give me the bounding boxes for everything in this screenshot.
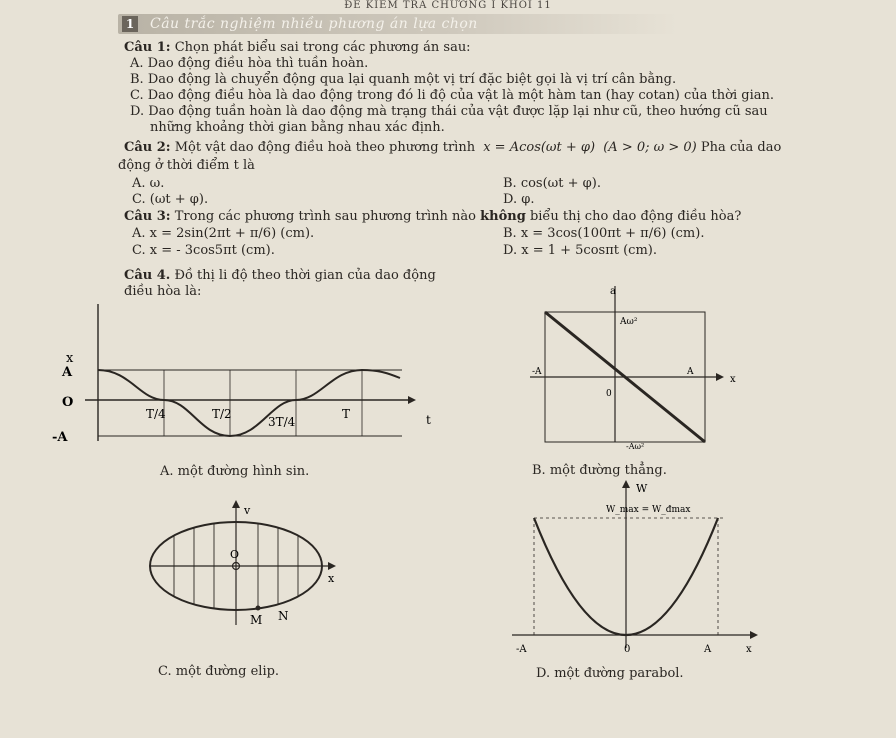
graph-c-ellipse xyxy=(140,500,360,630)
graph-b-arrow-icon xyxy=(716,373,724,381)
question-2-stem-line2: động ở thời điểm t là xyxy=(118,158,255,173)
question-2-conditions: (A > 0; ω > 0) xyxy=(603,140,697,155)
question-3-option-b[interactable]: B. x = 3cos(100πt + π/6) (cm). xyxy=(503,226,705,241)
graph-b-bottom-label: -Aω² xyxy=(626,442,645,451)
question-2-option-b[interactable]: B. cos(ωt + φ). xyxy=(503,176,601,191)
graph-b-y-label: a xyxy=(610,286,616,297)
question-1-option-b[interactable]: B. Dao động là chuyển động qua lại quanh một vị trí đặc biệt gọi là vị trí cân bằng. xyxy=(130,72,677,87)
graph-b-left-label: -A xyxy=(532,367,542,377)
question-3-option-c[interactable]: C. x = - 3cos5πt (cm). xyxy=(132,243,275,258)
graph-c-point-n: N xyxy=(278,609,289,623)
graph-d-right-label: A xyxy=(704,644,712,655)
question-1-option-c[interactable]: C. Dao động điều hòa là dao động trong đó li độ của vật là một hàm tan (hay cotan) của thời gian. xyxy=(130,88,774,103)
graph-a-curve xyxy=(98,370,400,436)
question-4-option-b[interactable]: B. một đường thẳng. xyxy=(532,463,667,478)
question-2-equation: x = Acos(ωt + φ) xyxy=(483,140,596,155)
question-1-option-d-continued: những khoảng thời gian bằng nhau xác định. xyxy=(150,120,445,135)
graph-a-tick-t4: T/4 xyxy=(146,407,166,421)
graph-b-line xyxy=(520,282,760,452)
exam-title: ĐỀ KIỂM TRA CHƯƠNG I KHỐI 11 xyxy=(344,0,552,11)
question-1-option-a[interactable]: A. Dao động điều hòa thì tuần hoàn. xyxy=(130,56,369,71)
graph-c-origin: O xyxy=(230,548,240,561)
question-4-option-c[interactable]: C. một đường elip. xyxy=(158,664,280,679)
graph-b-x-label: x xyxy=(730,374,736,385)
question-2-option-d[interactable]: D. φ. xyxy=(503,192,535,207)
question-2-stem xyxy=(124,140,781,155)
graph-d-left-label: -A xyxy=(516,644,527,655)
question-3-label: Câu 3: xyxy=(124,209,171,224)
question-4-text: Đồ thị li độ theo thời gian của dao động xyxy=(174,268,436,283)
graph-d-top-label: W_max = W_đmax xyxy=(606,505,691,515)
graph-d-y-label: W xyxy=(636,482,648,495)
graph-d-arrow-up-icon xyxy=(622,480,630,488)
graph-d-arrow-right-icon xyxy=(750,631,758,639)
graph-a-arrow-icon xyxy=(408,396,416,404)
question-2-text: Một vật dao động điều hoà theo phương trình xyxy=(174,140,476,155)
graph-c-arrow-up-icon xyxy=(232,500,240,508)
question-4-label: Câu 4. xyxy=(124,268,171,283)
graph-c-x-label: x xyxy=(328,572,335,585)
question-3-text: Trong các phương trình sau phương trình nào xyxy=(174,209,476,224)
graph-d-x-label: x xyxy=(746,644,752,655)
question-4-stem xyxy=(124,268,436,283)
graph-a-tick-3t4: 3T/4 xyxy=(268,415,296,429)
graph-a-amp-bottom: -A xyxy=(52,430,68,445)
question-3-emphasis: không xyxy=(480,209,526,224)
question-1-option-d[interactable]: D. Dao động tuần hoàn là dao động mà trạng thái của vật được lặp lại như cũ, theo hướng cũ sau xyxy=(130,104,768,119)
graph-a-sine xyxy=(40,296,440,446)
graph-a-origin: O xyxy=(62,395,74,410)
question-2-label: Câu 2: xyxy=(124,140,171,155)
question-3-option-a[interactable]: A. x = 2sin(2πt + π/6) (cm). xyxy=(132,226,315,241)
graph-b-origin: 0 xyxy=(606,389,612,399)
graph-d-origin: 0 xyxy=(624,644,631,655)
section-number: 1 xyxy=(122,16,138,32)
question-2-tail: Pha của dao xyxy=(700,140,782,155)
question-2-option-c[interactable]: C. (ωt + φ). xyxy=(132,192,209,207)
graph-b-right-label: A xyxy=(687,367,694,377)
graph-a-tick-t: T xyxy=(342,407,351,421)
graph-c-arrow-right-icon xyxy=(328,562,336,570)
graph-b-top-label: Aω² xyxy=(620,317,638,327)
question-3-option-d[interactable]: D. x = 1 + 5cosπt (cm). xyxy=(503,243,657,258)
question-2-option-a[interactable]: A. ω. xyxy=(132,176,165,191)
graph-a-tick-t2: T/2 xyxy=(212,407,232,421)
graph-c-point-m: M xyxy=(250,613,263,627)
graph-c-point-m-dot xyxy=(256,606,261,611)
question-1-text: Chọn phát biểu sai trong các phương án sau: xyxy=(174,40,471,55)
question-1-label: Câu 1: xyxy=(124,40,171,55)
graph-c-y-label: v xyxy=(244,504,251,517)
question-4-option-d[interactable]: D. một đường parabol. xyxy=(536,666,684,681)
graph-d-parabola xyxy=(506,478,766,660)
graph-a-t-label: t xyxy=(426,413,431,427)
question-3-stem xyxy=(124,209,741,224)
question-4-stem-line2: điều hòa là: xyxy=(124,284,202,299)
section-title: Câu trắc nghiệm nhiều phương án lựa chọn xyxy=(150,16,478,32)
graph-a-y-label: x xyxy=(66,351,74,366)
question-3-text-end: biểu thị cho dao động điều hòa? xyxy=(529,209,742,224)
question-1-stem xyxy=(124,40,471,55)
graph-a-amp-top: A xyxy=(62,365,73,380)
question-4-option-a[interactable]: A. một đường hình sin. xyxy=(160,464,310,479)
